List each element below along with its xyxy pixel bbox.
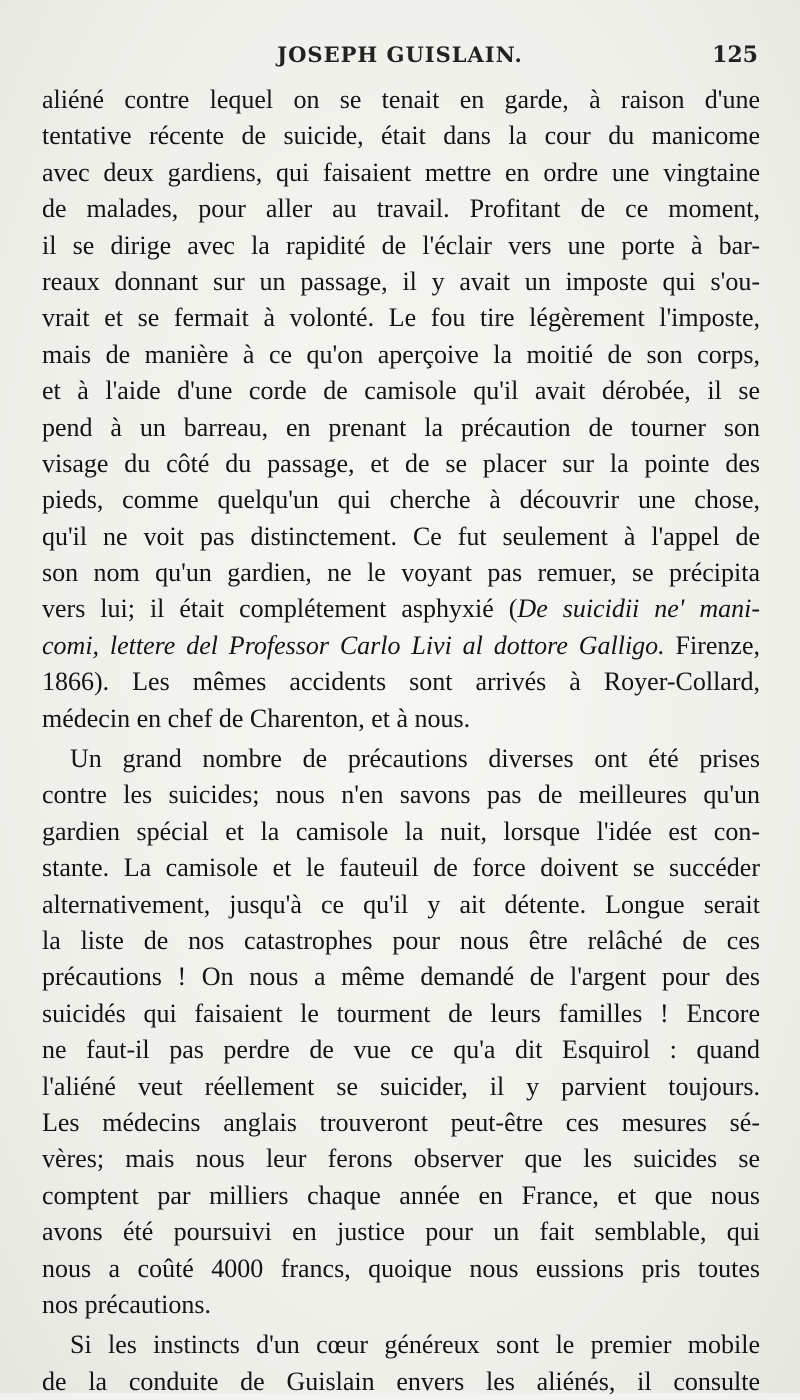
text-line: vères; mais nous leur ferons observer que les suicides se: [42, 1144, 760, 1174]
text-line: tentative récente de suicide, était dans la cour du manicome: [42, 121, 760, 151]
text-line: la liste de nos catastrophes pour nous être relâché de ces: [42, 925, 760, 955]
text-line-paragraph-end: médecin en chef de Charenton, et à nous.: [42, 703, 471, 733]
text-line: nous a coûté 4000 francs, quoique nous eussions pris toutes: [42, 1253, 760, 1283]
body-text: [42, 82, 760, 1400]
page-number: 125: [712, 42, 758, 68]
text-segment: vers lui; il était complétement asphyxié (: [42, 594, 518, 624]
text-line: suicidés qui faisaient le tourment de leurs familles ! Encore: [42, 998, 760, 1028]
text-line: précautions ! On nous a même demandé de l'argent pour des: [42, 962, 760, 992]
text-line: l'aliéné veut réellement se suicider, il y parvient toujours.: [42, 1071, 760, 1101]
text-line: qu'il ne voit pas distinctement. Ce fut seulement à l'appel de: [42, 521, 760, 551]
text-line: de malades, pour aller au travail. Profitant de ce moment,: [42, 194, 760, 224]
text-line: gardien spécial et la camisole la nuit, lorsque l'idée est con-: [42, 816, 760, 846]
text-line: Les médecins anglais trouveront peut-être ces mesures sé-: [42, 1107, 760, 1137]
text-line: pieds, comme quelqu'un qui cherche à découvrir une chose,: [42, 485, 760, 515]
text-line-citation-end: [42, 628, 760, 664]
text-segment: Firenze,: [664, 630, 760, 660]
text-line: il se dirige avec la rapidité de l'éclair vers une porte à bar-: [42, 230, 760, 260]
text-line: comptent par milliers chaque année en France, et que nous: [42, 1180, 760, 1210]
text-line: stante. La camisole et le fauteuil de force doivent se succéder: [42, 853, 760, 883]
text-line-citation-start: [42, 591, 760, 627]
text-line: vrait et se fermait à volonté. Le fou tire légèrement l'imposte,: [42, 303, 760, 333]
text-line: pend à un barreau, en prenant la précaution de tourner son: [42, 412, 760, 442]
text-line: son nom qu'un gardien, ne le voyant pas remuer, se précipita: [42, 558, 760, 588]
text-line: 1866). Les mêmes accidents sont arrivés à Royer-Collard,: [42, 667, 760, 697]
citation-title-italic: De suicidii ne' mani-: [517, 594, 760, 624]
running-head: JOSEPH GUISLAIN.: [277, 42, 523, 67]
page-header: [0, 34, 800, 74]
text-line: avec deux gardiens, qui faisaient mettre en ordre une vingtaine: [42, 157, 760, 187]
text-line: contre les suicides; nous n'en savons pas de meilleures qu'un: [42, 780, 760, 810]
text-line: avons été poursuivi en justice pour un fait semblable, qui: [42, 1217, 760, 1247]
text-line: et à l'aide d'une corde de camisole qu'il avait dérobée, il se: [42, 376, 760, 406]
text-line: mais de manière à ce qu'on aperçoive la moitié de son corps,: [42, 339, 760, 369]
text-line-paragraph-start: Si les instincts d'un cœur généreux sont le premier mobile: [70, 1330, 760, 1360]
text-line: reaux donnant sur un passage, il y avait un imposte qui s'ou-: [42, 266, 760, 296]
text-line: ne faut-il pas perdre de vue ce qu'a dit Esquirol : quand: [42, 1035, 760, 1065]
text-line: de la conduite de Guislain envers les aliénés, il consulte: [42, 1366, 760, 1396]
citation-title-italic: comi, lettere del Professor Carlo Livi al dottore Galligo.: [42, 630, 665, 660]
text-line: aliéné contre lequel on se tenait en garde, à raison d'une: [42, 85, 760, 114]
text-line-paragraph-end: nos précautions.: [42, 1289, 211, 1319]
text-line-paragraph-start: Un grand nombre de précautions diverses ont été prises: [70, 744, 760, 774]
text-line: alternativement, jusqu'à ce qu'il y ait détente. Longue serait: [42, 889, 760, 919]
text-line: visage du côté du passage, et de se placer sur la pointe des: [42, 448, 760, 478]
